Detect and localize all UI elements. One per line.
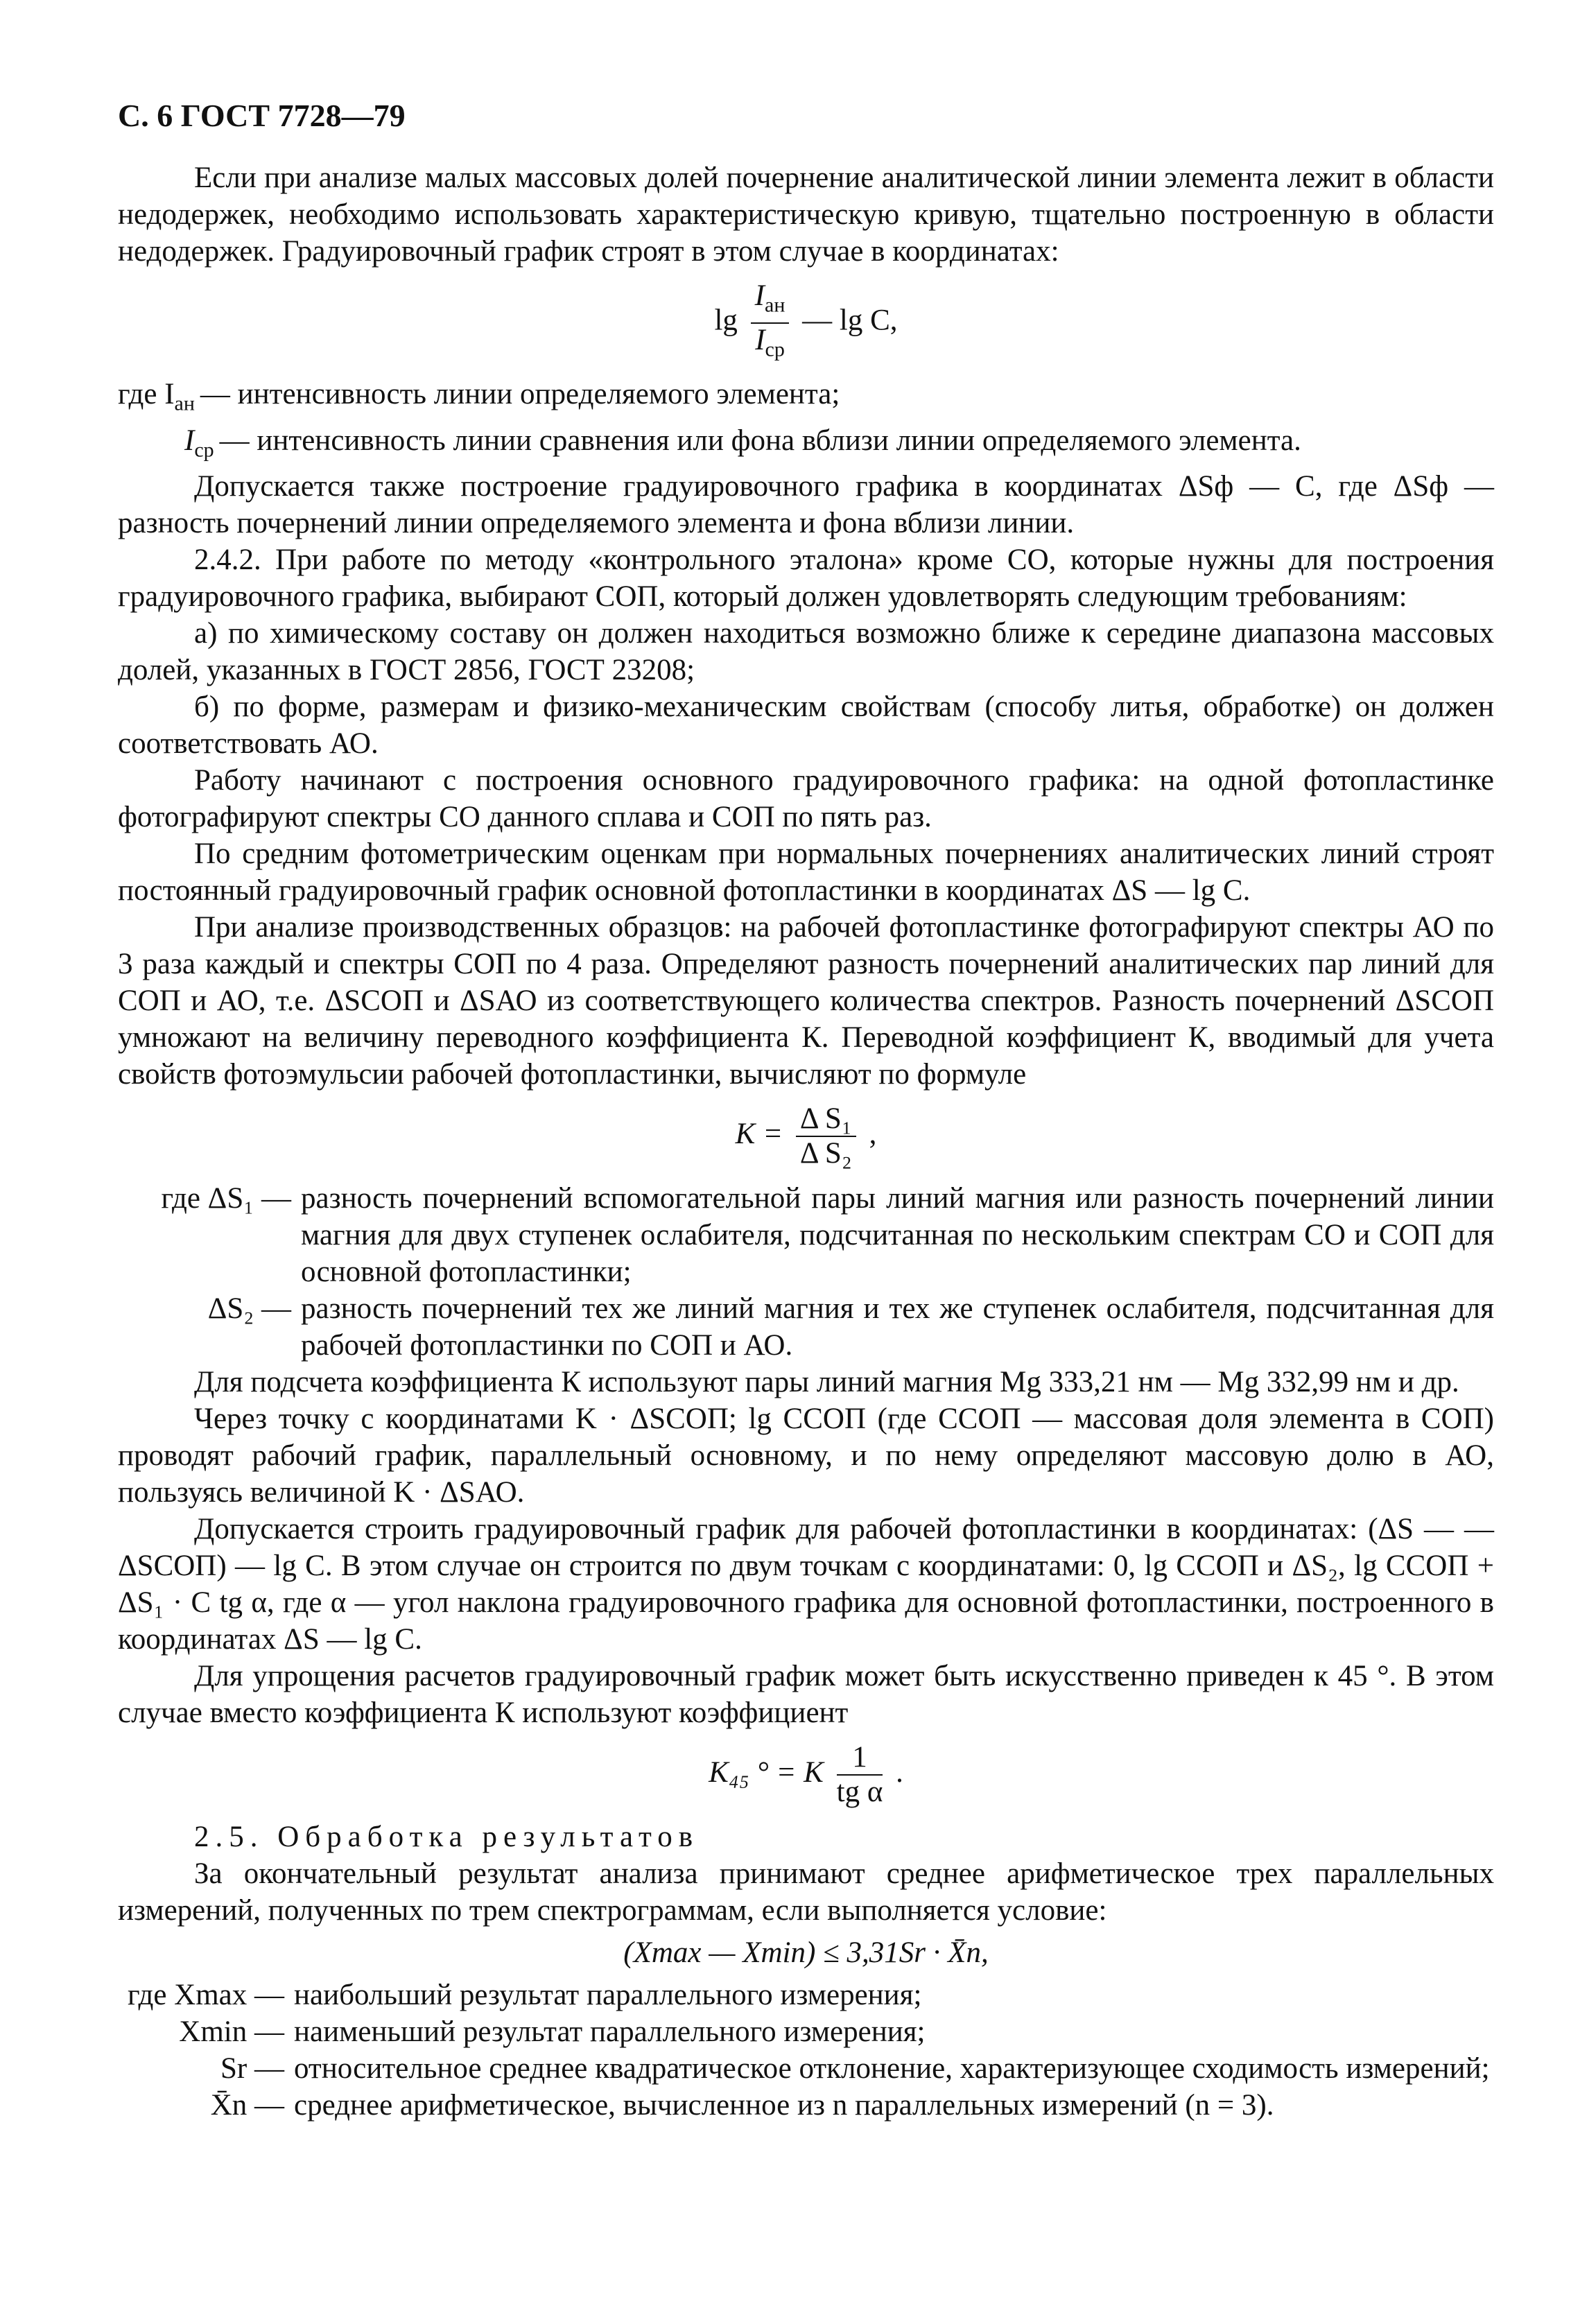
paragraph: Если при анализе малых массовых долей почернение аналитической линии элемента лежит в области недодержек, необходимо использовать характеристическую кривую, тщательно построенную в области недодержек. Градуировочный график строят в этом случае в координатах: (118, 162, 1494, 268)
formula-k45 (118, 1741, 1494, 1809)
section-heading: 2.5. Обработка результатов (194, 1821, 699, 1854)
paragraph: По средним фотометрическим оценкам при нормальных почернениях аналитических линий строят постоянный градуировочный график основной фотопластинки в координатах ΔS — lg C. (118, 838, 1494, 908)
def-desc: среднее арифметическое, вычисленное из n параллельных измерений (n = 3). (294, 2089, 1274, 2122)
formula-lhs: K₄₅ ° = K (709, 1756, 824, 1789)
definition-list-3 (118, 1977, 1494, 2124)
definition-row (118, 2087, 1494, 2124)
formula-den: Δ S₂ (799, 1137, 852, 1170)
def-desc: наибольший результат параллельного измерения; (294, 1979, 922, 2012)
paragraph: Допускается также построение градуировочного графика в координатах ΔSф — С, где ΔSф — разность почернений линии определяемого элемента и фона вблизи линии. (118, 470, 1494, 540)
def-term: I (184, 424, 195, 457)
formula-lg-ratio (118, 279, 1494, 366)
definition-row (118, 1290, 1494, 1364)
paragraph: Через точку с координатами K · ΔSСОП; lg CСОП (где CСОП — массовая доля элемента в СОП) проводят рабочий график, параллельный основному, и по нему определяют массовую долю в АО, пользуясь величиной K · ΔSАО. (118, 1403, 1494, 1509)
def-term: где Xmax — (127, 1979, 284, 2012)
def-term: где I (118, 378, 175, 411)
formula-num: Δ S₁ (796, 1102, 856, 1137)
paragraph: а) по химическому составу он должен находиться возможно ближе к середине диапазона массовых долей, указанных в ГОСТ 2856, ГОСТ 23208; (118, 617, 1494, 687)
def-desc: — интенсивность линии определяемого элемента; (200, 378, 840, 411)
formula-den-sub: ср (765, 338, 785, 361)
formula-fraction (837, 1741, 883, 1809)
formula-fraction (796, 1102, 856, 1170)
def-term: X̄n — (210, 2089, 284, 2122)
formula-den: I (755, 323, 765, 356)
def-desc: наименьший результат параллельного измерения; (294, 2015, 926, 2049)
def-desc: — интенсивность линии сравнения или фона вблизи линии определяемого элемента. (219, 424, 1301, 457)
paragraph: Для упрощения расчетов градуировочный график может быть искусственно приведен к 45 °. В этом случае вместо коэффициента К используют коэффициент (118, 1660, 1494, 1730)
paragraph: При анализе производственных образцов: на рабочей фотопластинке фотографируют спектры АО по 3 раза каждый и спектры СОП по 4 раза. Определяют разность почернений аналитических пар линий для СОП и АО, т.е. ΔSСОП и ΔSАО из соответствующего количества спектров. Разность почернений ΔSСОП умножают на величину переводного коэффициента К. Переводной коэффициент К, вводимый для учета свойств фотоэмульсии рабочей фотопластинки, вычисляют по формуле (118, 911, 1494, 1091)
def-desc: относительное среднее квадратическое отклонение, характеризующее сходимость измерений; (294, 2052, 1490, 2085)
definition-row (118, 1180, 1494, 1290)
page-header: С. 6 ГОСТ 7728—79 (118, 98, 406, 133)
formula-condition (118, 1934, 1494, 1971)
definition-row (118, 422, 1494, 469)
definition-row (118, 376, 1494, 422)
def-term: ΔS₂ — (207, 1292, 291, 1326)
paragraph: 2.4.2. При работе по методу «контрольного эталона» кроме СО, которые нужны для построения градуировочного графика, выбирают СОП, который должен удовлетворять следующим требованиям: (118, 544, 1494, 614)
formula-tail: . (896, 1756, 903, 1789)
def-desc: разность почернений тех же линий магния и тех же ступенек ослабителя, подсчитанная для рабочей фотопластинки по СОП и АО. (301, 1292, 1494, 1362)
def-term-sub: ср (194, 438, 214, 462)
definition-row (118, 2050, 1494, 2087)
definition-list-1 (118, 376, 1494, 468)
definition-row (118, 1977, 1494, 2013)
def-term: где ΔS₁ — (161, 1182, 291, 1215)
formula-tail: , (869, 1118, 877, 1151)
paragraph: За окончательный результат анализа принимают среднее арифметическое трех параллельных измерений, полученных по трем спектрограммам, если выполняется условие: (118, 1857, 1494, 1927)
formula-den: tg α (836, 1776, 883, 1809)
paragraph: б) по форме, размерам и физико-механическим свойствам (способу литья, обработке) он должен соответствовать АО. (118, 691, 1494, 761)
def-term-sub: ан (174, 392, 195, 415)
formula-lg: lg (714, 304, 738, 337)
formula-rest: — lg C, (802, 304, 898, 337)
definition-row (118, 2013, 1494, 2050)
formula-num: I (754, 279, 765, 312)
formula-lhs: K = (735, 1118, 783, 1151)
formula-condition-text: (Xmax — Xmin) ≤ 3,31Sr · X̄n, (623, 1936, 989, 1970)
definition-list-2 (118, 1180, 1494, 1364)
paragraph: Для подсчета коэффициента К используют пары линий магния Mg 333,21 нм — Mg 332,99 нм и др. (194, 1366, 1459, 1399)
paragraph: Допускается строить градуировочный график для рабочей фотопластинки в координатах: (ΔS — — ΔSСОП) — lg C. В этом случае он строится по двум точкам с координатами: 0, lg CСОП и ΔS₂, lg CСОП + ΔS₁ · C tg α, где α — угол наклона градуировочного графика для основной фотопластинки, построенного в координатах ΔS — lg C. (118, 1513, 1494, 1656)
def-desc: разность почернений вспомогательной пары линий магния или разность почернений линии магния для двух ступенек ослабителя, подсчитанная по нескольким спектрам СО и СОП для основной фотопластинки; (301, 1182, 1494, 1289)
def-term: Xmin — (179, 2015, 284, 2049)
formula-k (118, 1102, 1494, 1170)
formula-fraction (751, 279, 790, 366)
formula-num: 1 (837, 1741, 883, 1776)
formula-num-sub: ан (765, 293, 786, 317)
body-text (118, 159, 1494, 2124)
paragraph: Работу начинают с построения основного градуировочного графика: на одной фотопластинке фотографируют спектры СО данного сплава и СОП по пять раз. (118, 764, 1494, 834)
def-term: Sr — (220, 2052, 284, 2085)
